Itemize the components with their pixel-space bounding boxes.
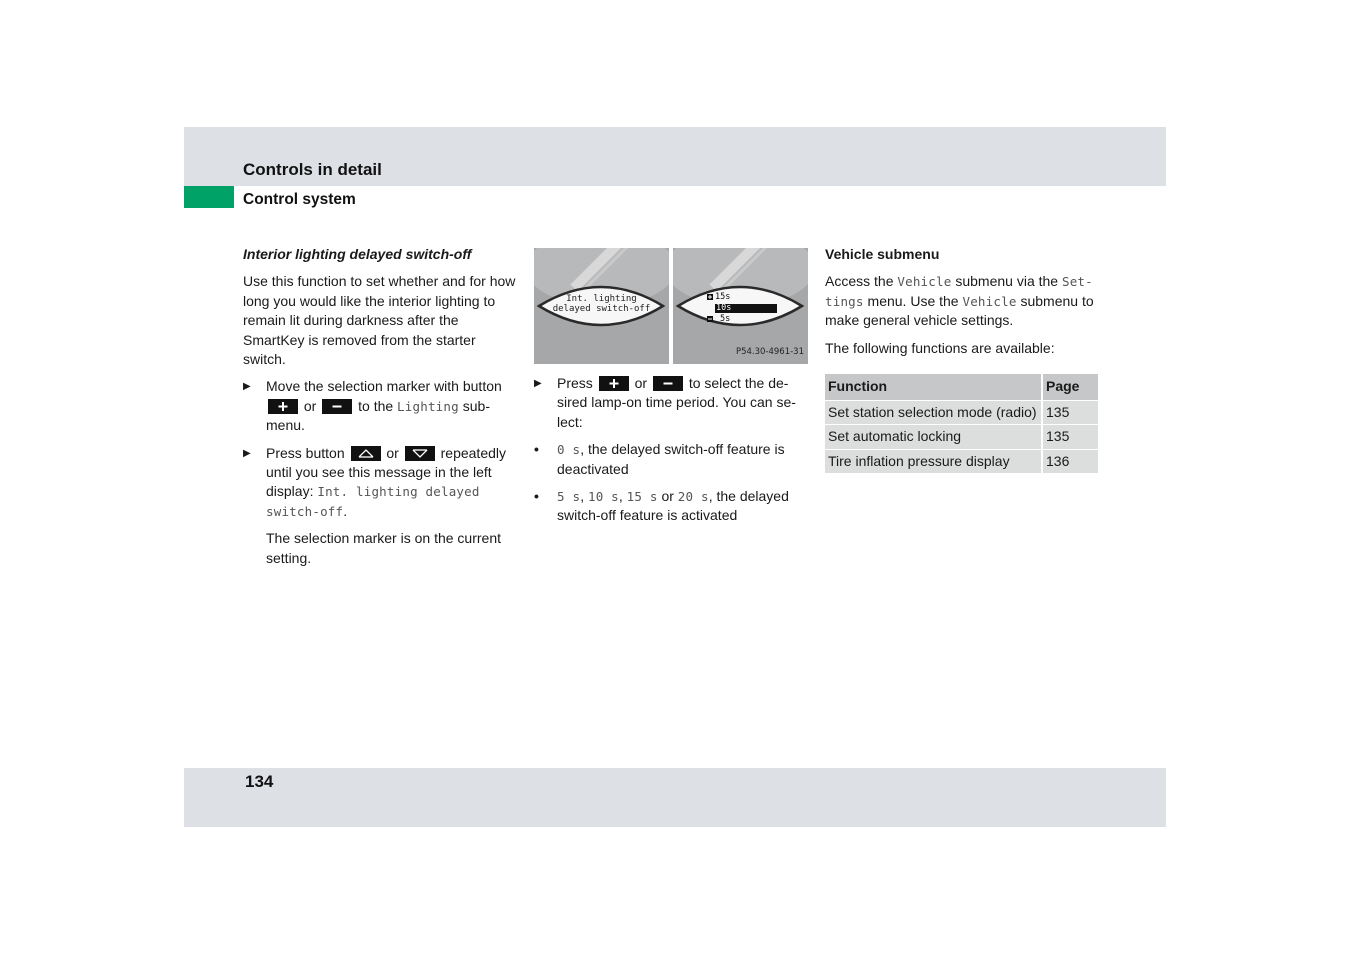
instruction-step-2: ▶ Press button or repeatedly until you see this message in the left display: Int. lighting delayed switch-off. [243,444,507,519]
option-10s-selected: 10s [716,303,732,313]
minus-key-icon [322,399,352,414]
page-number: 134 [245,772,274,791]
step-arrow-icon: ▶ [243,381,251,393]
right-column [825,245,1099,473]
intro-paragraph: Use this function to set whether and for how long you would like the interior lighting to remain lit during darkness after the SmartKey is removed from the starter switch. [243,273,516,368]
table-row: Set station selection mode (radio) 135 [825,401,1098,425]
minus-key-icon [653,376,683,391]
table-header-page: Page [1042,374,1098,401]
plus-key-icon [268,399,298,414]
bullet-dot-icon: • [534,488,539,505]
vehicle-submenu-paragraph: Access the Vehicle submenu via the Settings menu. Use the Vehicle submenu to make general vehicle settings. [825,273,1094,329]
functions-available-text: The following functions are available: [825,339,1055,356]
section-title: Control system [243,191,356,208]
middle-column [534,248,808,534]
figure-label: P54.30-4961-31 [735,346,804,357]
left-display-panel [534,248,669,364]
interior-lighting-heading: Interior lighting delayed switch-off [243,246,472,262]
selection-marker-note: The selection marker is on the current setting. [266,530,501,566]
section-marker-tab [184,186,234,208]
up-key-icon [351,446,381,461]
left-display-line-1: Int. lighting [566,294,637,304]
chapter-title: Controls in detail [243,160,382,179]
option-bullet-on: • 5 s, 10 s, 15 s or 20 s, the delayed switch-off feature is activated [534,488,789,524]
message-code: Int. lighting delayed switch-off [266,484,480,519]
bullet-dot-icon: • [534,441,539,458]
instruction-step-3: ▶ Press or to select the desired lamp-on time period. You can select: [534,375,796,430]
option-15s: 15s [715,292,731,302]
left-display-line-2: delayed switch-off [552,304,651,314]
down-key-icon [405,446,435,461]
option-bullet-off: • 0 s, the delayed switch-off feature is deactivated [534,441,785,477]
lighting-menu-code: Lighting [397,398,459,414]
footer-band [184,768,1166,827]
step-arrow-icon: ▶ [243,447,251,459]
table-row: Set automatic locking 135 [825,425,1098,449]
functions-table [825,374,1098,473]
left-column [243,245,518,576]
vehicle-submenu-heading: Vehicle submenu [825,246,940,262]
option-5s: 5s [720,314,731,324]
instrument-cluster-figure [534,248,808,364]
step-arrow-icon: ▶ [534,378,542,389]
instruction-step-1: ▶ Move the selection marker with button or to the Lighting submenu. [243,378,502,434]
table-row: Tire inflation pressure display 136 [825,449,1098,473]
table-header-function: Function [825,374,1042,401]
plus-key-icon [599,376,629,391]
